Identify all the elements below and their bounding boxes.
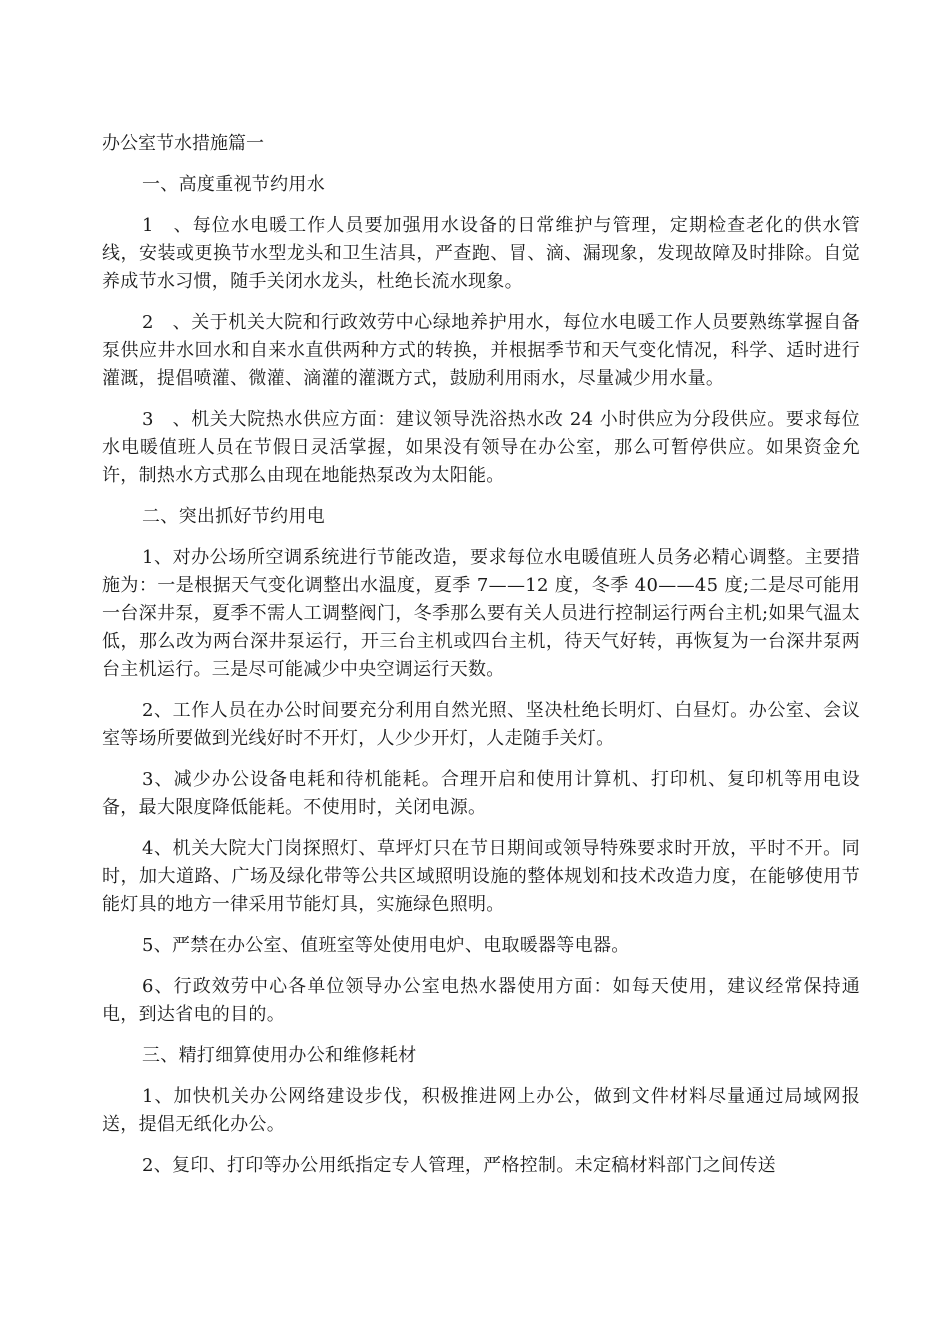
section-heading-3: 三、精打细算使用办公和维修耗材: [142, 1045, 417, 1066]
paragraph: 3、减少办公设备电耗和待机能耗。合理开启和使用计算机、打印机、复印机等用电设备，最大限度降低能耗。不使用时，关闭电源。: [102, 769, 860, 818]
document-body: [102, 130, 860, 1193]
paragraph: 4、机关大院大门岗探照灯、草坪灯只在节日期间或领导特殊要求时开放，平时不开。同时，加大道路、广场及绿化带等公共区域照明设施的整体规划和技术改造力度，在能够使用节能灯具的地方一律采用节能灯具，实施绿色照明。: [102, 838, 860, 915]
paragraph: 1、对办公场所空调系统进行节能改造，要求每位水电暖值班人员务必精心调整。主要措施为：一是根据天气变化调整出水温度，夏季 7——12 度，冬季 40——45 度;二是尽可能用一台深井泵，夏季不需人工调整阀门，冬季那么要有关人员进行控制运行两台主机;如果气温太低，那么改为两台深井泵运行，开三台主机或四台主机，待天气好转，再恢复为一台深井泵两台主机运行。三是尽可能减少中央空调运行天数。: [102, 547, 860, 680]
paragraph: 6、行政效劳中心各单位领导办公室电热水器使用方面：如每天使用，建议经常保持通电，到达省电的目的。: [102, 976, 860, 1025]
paragraph: 2 、关于机关大院和行政效劳中心绿地养护用水，每位水电暖工作人员要熟练掌握自备泵供应井水回水和自来水直供两种方式的转换，并根据季节和天气变化情况，科学、适时进行灌溉，提倡喷灌、微灌、滴灌的灌溉方式，鼓励利用雨水，尽量减少用水量。: [102, 312, 860, 389]
section-heading-2: 二、突出抓好节约用电: [142, 506, 325, 527]
paragraph: 1、加快机关办公网络建设步伐，积极推进网上办公，做到文件材料尽量通过局域网报送，提倡无纸化办公。: [102, 1086, 860, 1135]
paragraph: 1 、每位水电暖工作人员要加强用水设备的日常维护与管理，定期检查老化的供水管线，安装或更换节水型龙头和卫生洁具，严查跑、冒、滴、漏现象，发现故障及时排除。自觉养成节水习惯，随手关闭水龙头，杜绝长流水现象。: [102, 215, 860, 292]
section-heading-1: 一、高度重视节约用水: [142, 174, 325, 195]
paragraph: 2、复印、打印等办公用纸指定专人管理，严格控制。未定稿材料部门之间传送: [142, 1155, 776, 1176]
paragraph: 3 、机关大院热水供应方面：建议领导洗浴热水改 24 小时供应为分段供应。要求每位水电暖值班人员在节假日灵活掌握，如果没有领导在办公室，那么可暂停供应。如果资金允许，制热水方式那么由现在地能热泵改为太阳能。: [102, 409, 860, 486]
document-title: 办公室节水措施篇一: [102, 133, 264, 154]
paragraph: 2、工作人员在办公时间要充分利用自然光照、坚决杜绝长明灯、白昼灯。办公室、会议室等场所要做到光线好时不开灯，人少少开灯，人走随手关灯。: [102, 700, 860, 749]
paragraph: 5、严禁在办公室、值班室等处使用电炉、电取暖器等电器。: [142, 935, 630, 956]
